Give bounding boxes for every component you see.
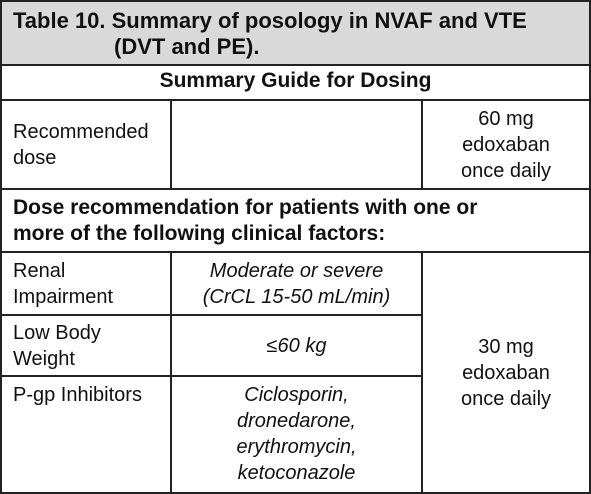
reduced-dose-line-1: 30 mg (478, 336, 534, 358)
rule-below-section-heading (2, 251, 589, 253)
col-rule-1-top (170, 99, 172, 188)
rule-below-subheader (2, 99, 589, 101)
recommended-dose-line-3: once daily (460, 160, 552, 182)
recommended-label-line-2: dose (13, 147, 57, 169)
subheader: Summary Guide for Dosing (159, 69, 432, 92)
reduced-dose-line-3: once daily (460, 388, 552, 410)
reduced-dose-line-2: edoxaban (462, 362, 550, 384)
recommended-dose-value (423, 106, 589, 184)
rule-below-title (2, 64, 589, 66)
factor-renal-label-line-2: Impairment (13, 286, 114, 308)
factor-weight-label-line-1: Low Body (13, 322, 101, 344)
factor-pgp-criteria-line-4: ketoconazole (237, 462, 356, 484)
factor-renal-label-line-1: Renal (13, 260, 66, 282)
factor-weight-label (13, 320, 168, 372)
factor-pgp-criteria-line-3: erythromycin, (236, 436, 357, 458)
factor-renal-label (13, 258, 168, 310)
rule-below-weight (2, 375, 421, 377)
section-heading-line-1: Dose recommendation for patients with one or (13, 196, 478, 219)
rule-below-recommended (2, 188, 589, 190)
table-title (13, 8, 527, 60)
table-title-line-1: Table 10. Summary of posology in NVAF and VTE (13, 8, 527, 33)
factor-renal-criteria-line-2: (CrCL 15-50 mL/min) (202, 286, 391, 308)
table-title-line-2: (DVT and PE). (114, 34, 260, 59)
recommended-dose-line-1: 60 mg (478, 108, 534, 130)
factor-weight-criteria: ≤60 kg (266, 335, 327, 357)
factor-pgp-criteria (172, 382, 421, 486)
factor-weight-label-line-2: Weight (13, 348, 75, 370)
section-heading-line-2: more of the following clinical factors: (13, 222, 386, 245)
factor-pgp-label: P-gp Inhibitors (13, 384, 142, 406)
reduced-dose-value (423, 334, 589, 412)
recommended-label (13, 119, 168, 171)
rule-below-renal (2, 314, 421, 316)
factor-renal-criteria (172, 258, 421, 310)
factor-pgp-criteria-line-1: Ciclosporin, (244, 384, 349, 406)
recommended-dose-line-2: edoxaban (462, 134, 550, 156)
recommended-label-line-1: Recommended (13, 121, 149, 143)
factor-renal-criteria-line-1: Moderate or severe (209, 260, 384, 282)
table-title-band (2, 2, 589, 64)
section-heading (13, 195, 583, 247)
factor-pgp-criteria-line-2: dronedarone, (237, 410, 356, 432)
